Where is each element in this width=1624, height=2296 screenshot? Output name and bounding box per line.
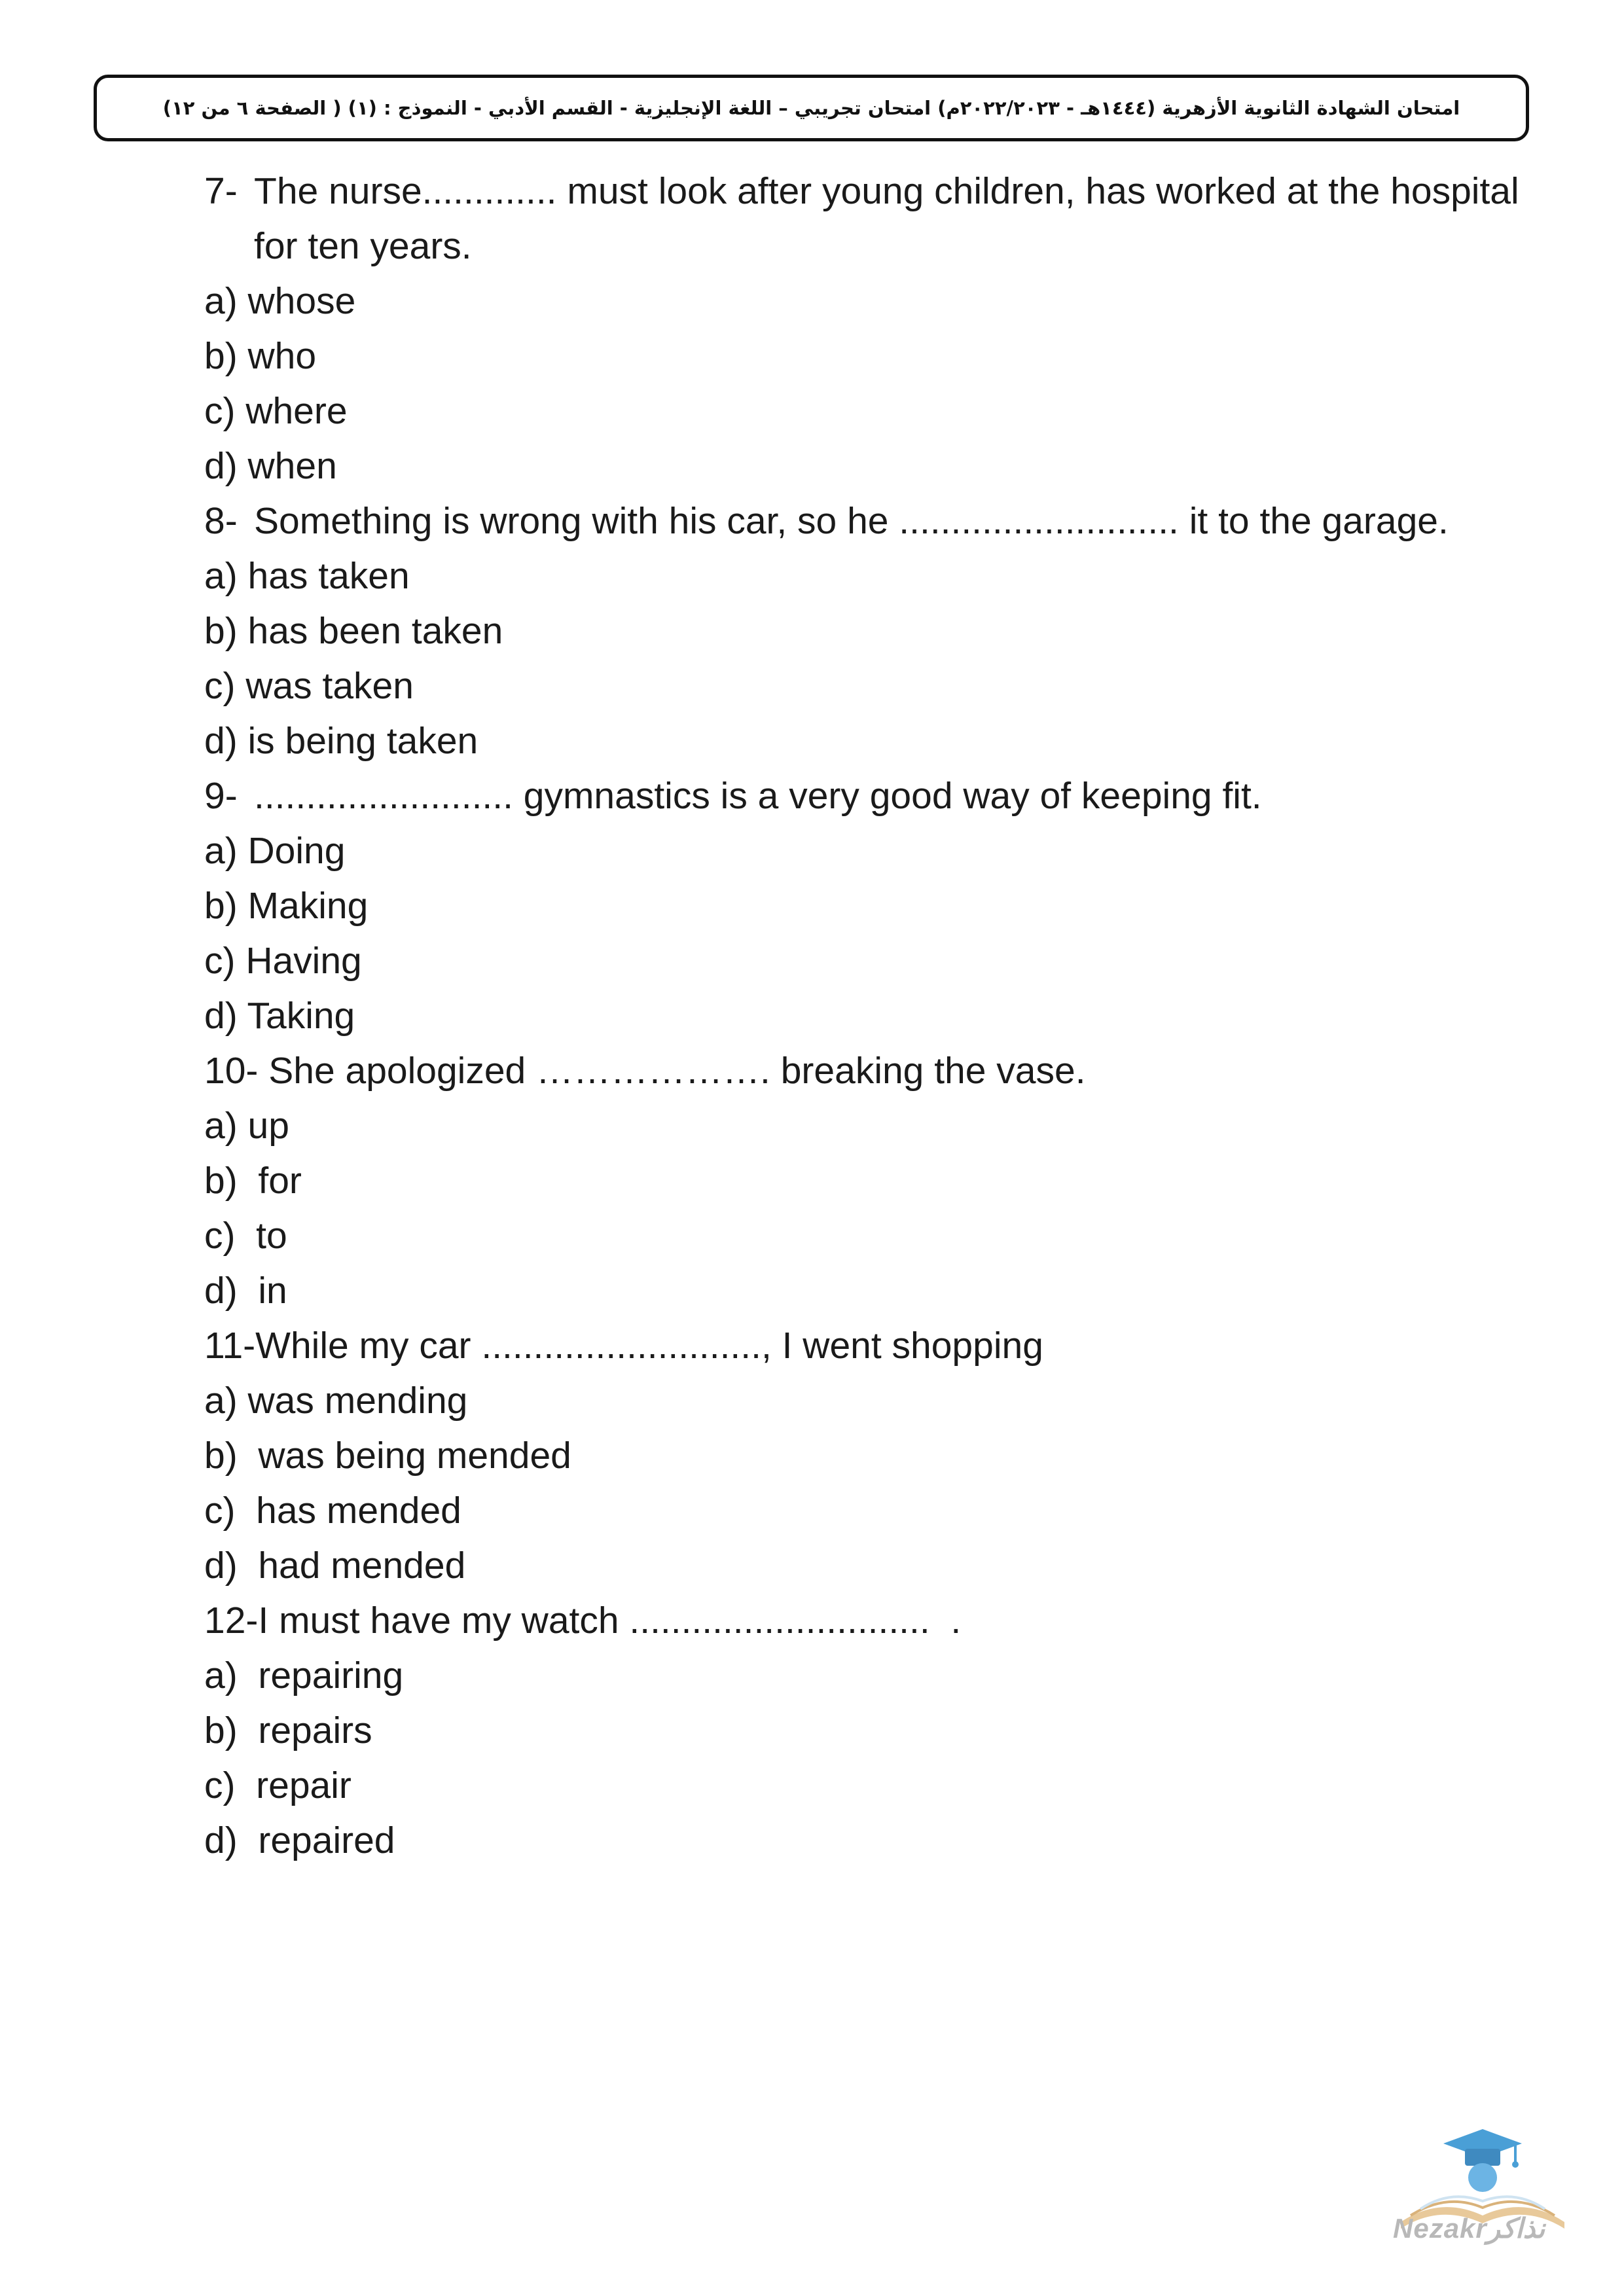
option-d[interactable]: d) is being taken	[204, 720, 478, 762]
question-number: 8-	[204, 500, 259, 542]
option-a[interactable]: a) whose	[204, 280, 356, 322]
option-b[interactable]: b) who	[204, 335, 317, 377]
option-c[interactable]: c) to	[204, 1215, 287, 1257]
question-stem	[204, 164, 1546, 274]
option-b[interactable]: b) was being mended	[204, 1435, 571, 1477]
option-c[interactable]: c) was taken	[204, 665, 414, 707]
question-stem	[204, 1043, 1546, 1098]
option-b[interactable]: b) has been taken	[204, 610, 503, 652]
question-number: 9-	[204, 775, 259, 817]
nezakr-watermark-text: Nezakrنذاكر	[1393, 2213, 1545, 2244]
question-12	[204, 1593, 1546, 1868]
page-header	[94, 75, 1529, 141]
option-a[interactable]: a) was mending	[204, 1380, 468, 1422]
option-c[interactable]: c) has mended	[204, 1490, 461, 1532]
question-number: 11-	[204, 1325, 256, 1367]
question-11	[204, 1318, 1546, 1593]
question-text: Something is wrong with his car, so he ........................... it to the garage.	[254, 500, 1449, 542]
question-number: 7-	[204, 170, 259, 212]
option-b[interactable]: b) repairs	[204, 1710, 372, 1751]
header-title: امتحان الشهادة الثانوية الأزهرية (١٤٤٤هـ - ٢٠٢٢/٢٠٢٣م) امتحان تجريبي – اللغة الإنجليزية - القسم الأدبي - النموذج : (١) ( الصفحة ٦ من ١٢)	[162, 97, 1460, 119]
question-9	[204, 768, 1546, 1043]
question-text: She apologized ………………. breaking the vase.	[268, 1050, 1086, 1092]
question-text: ......................... gymnastics is a very good way of keeping fit.	[254, 775, 1262, 817]
option-d[interactable]: d) in	[204, 1270, 287, 1312]
option-a[interactable]: a) repairing	[204, 1655, 404, 1696]
question-stem	[204, 1318, 1546, 1373]
option-a[interactable]: a) Doing	[204, 830, 346, 872]
question-number: 12-	[204, 1600, 259, 1641]
question-text: The nurse............. must look after young children, has worked at the hospital for ten years.	[254, 170, 1530, 267]
option-b[interactable]: b) Making	[204, 885, 369, 927]
option-a[interactable]: a) up	[204, 1105, 289, 1147]
question-10	[204, 1043, 1546, 1318]
option-d[interactable]: d) when	[204, 445, 337, 487]
question-8	[204, 493, 1546, 768]
option-c[interactable]: c) where	[204, 390, 348, 432]
option-c[interactable]: c) Having	[204, 940, 362, 982]
option-d[interactable]: d) had mended	[204, 1545, 466, 1587]
option-c[interactable]: c) repair	[204, 1765, 352, 1806]
question-text: While my car ..........................., I went shopping	[255, 1325, 1043, 1367]
question-text: I must have my watch ............................. .	[258, 1600, 962, 1641]
option-d[interactable]: d) repaired	[204, 1820, 395, 1861]
option-a[interactable]: a) has taken	[204, 555, 410, 597]
question-7	[204, 164, 1546, 493]
option-d[interactable]: d) Taking	[204, 995, 355, 1037]
question-stem	[204, 768, 1546, 823]
question-number: 10-	[204, 1050, 269, 1092]
question-stem	[204, 1593, 1546, 1648]
question-stem	[204, 493, 1546, 548]
option-b[interactable]: b) for	[204, 1160, 302, 1202]
question-list	[204, 164, 1546, 1868]
